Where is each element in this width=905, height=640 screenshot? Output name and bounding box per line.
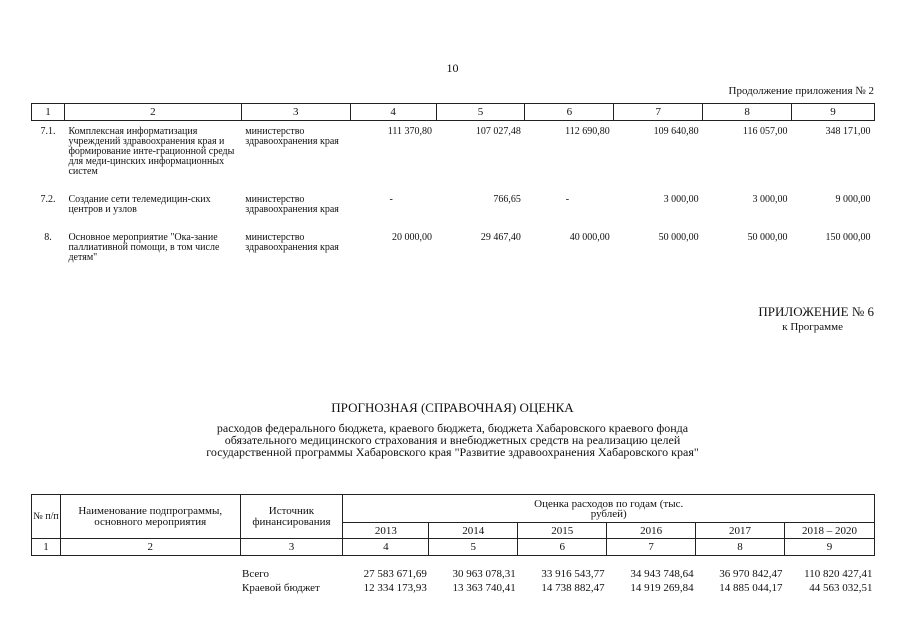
value-cell: - <box>565 193 570 205</box>
header-source: Источник финансирования <box>240 495 343 539</box>
col-index: 8 <box>696 539 785 556</box>
value-cell: 13 363 740,41 <box>452 581 516 594</box>
year-header: 2013 <box>343 523 429 539</box>
value-cell: 150 000,00 <box>825 231 871 243</box>
year-header: 2014 <box>429 523 518 539</box>
row-executor: министерство здравоохранения края <box>245 231 339 253</box>
row-number: 7.1. <box>40 126 56 137</box>
value-cell: 3 000,00 <box>663 193 699 205</box>
empty-cell <box>60 556 240 580</box>
col-index: 7 <box>607 539 696 556</box>
row-name: Основное мероприятие "Ока-зание паллиативной помощи, в том числе детям" <box>68 231 220 263</box>
value-cell: 27 583 671,69 <box>363 567 427 580</box>
subtitle-line: обязательного медицинского страхования и внебюджетных средств на реализацию целей <box>224 433 681 447</box>
year-header: 2017 <box>696 523 785 539</box>
subtitle-line: государственной программы Хабаровского края "Развитие здравоохранения Хабаровского края" <box>206 445 699 459</box>
table-row <box>32 556 875 580</box>
value-cell: 116 057,00 <box>742 126 788 137</box>
value-cell: 44 563 032,51 <box>809 581 873 594</box>
value-cell: 110 820 427,41 <box>804 567 873 580</box>
value-cell: 112 690,80 <box>565 126 610 137</box>
col-index: 2 <box>64 104 241 121</box>
appendix-title: ПРИЛОЖЕНИЕ № 6 <box>758 304 874 319</box>
header-name: Наименование подпрограммы, основного мероприятия <box>60 495 240 539</box>
budget-table-continued <box>31 103 875 271</box>
document-subtitle <box>120 422 785 458</box>
col-index: 9 <box>785 539 875 556</box>
row-executor: министерство здравоохранения края <box>245 126 339 147</box>
value-cell: 33 916 543,77 <box>541 567 605 580</box>
value-cell: 30 963 078,31 <box>452 567 516 580</box>
value-cell: 14 738 882,47 <box>541 581 605 594</box>
row-number: 7.2. <box>40 193 56 205</box>
value-cell: 14 885 044,17 <box>719 581 783 594</box>
header-num: № п/п <box>32 495 61 539</box>
col-index: 6 <box>518 539 607 556</box>
row-number: 8. <box>44 231 52 243</box>
col-index: 4 <box>343 539 429 556</box>
column-index-row <box>32 104 875 121</box>
row-source: Краевой бюджет <box>242 581 320 594</box>
year-header: 2018 – 2020 <box>785 523 875 539</box>
value-cell: 9 000,00 <box>835 193 871 205</box>
col-index: 3 <box>241 104 350 121</box>
row-name: Создание сети телемедицин-ских центров и узлов <box>68 193 211 215</box>
value-cell: 111 370,80 <box>387 126 433 137</box>
table-row <box>32 121 875 193</box>
header-estimate: Оценка расходов по годам (тыс. рублей) <box>343 495 875 523</box>
value-cell: 34 943 748,64 <box>630 567 694 580</box>
appendix-subtitle: к Программе <box>782 321 843 333</box>
value-cell: 3 000,00 <box>752 193 788 205</box>
col-index: 2 <box>60 539 240 556</box>
value-cell: 107 027,48 <box>475 126 521 137</box>
col-index: 1 <box>32 539 61 556</box>
value-cell: 12 334 173,93 <box>363 581 427 594</box>
document-title: ПРОГНОЗНАЯ (СПРАВОЧНАЯ) ОЦЕНКА <box>331 400 574 415</box>
row-source: Всего <box>242 567 269 580</box>
value-cell: 36 970 842,47 <box>719 567 783 580</box>
empty-cell <box>60 580 240 596</box>
table-row <box>32 580 875 596</box>
row-executor: министерство здравоохранения края <box>245 193 339 215</box>
col-index: 3 <box>240 539 343 556</box>
col-index: 1 <box>32 104 65 121</box>
value-cell: 50 000,00 <box>747 231 788 243</box>
year-header: 2016 <box>607 523 696 539</box>
value-cell: 348 171,00 <box>825 126 871 137</box>
empty-cell <box>32 580 61 596</box>
row-name: Комплексная информатизация учреждений здравоохранения края и формирование инте-грационной среды для меди-цинских информационных систем <box>68 126 235 177</box>
value-cell: 29 467,40 <box>480 231 521 243</box>
col-index: 6 <box>525 104 614 121</box>
subtitle-line: расходов федерального бюджета, краевого бюджета, бюджета Хабаровского краевого фонда <box>216 421 689 435</box>
col-index: 5 <box>436 104 525 121</box>
column-index-row <box>32 539 875 556</box>
col-index: 7 <box>614 104 703 121</box>
value-cell: 14 919 269,84 <box>630 581 694 594</box>
value-cell: 40 000,00 <box>569 231 610 243</box>
table-row <box>32 193 875 231</box>
value-cell: 109 640,80 <box>653 126 699 137</box>
table-row <box>32 231 875 271</box>
continuation-note: Продолжение приложения № 2 <box>728 85 874 97</box>
col-index: 4 <box>350 104 436 121</box>
empty-cell <box>32 556 61 580</box>
page-number: 10 <box>446 61 459 75</box>
col-index: 8 <box>703 104 792 121</box>
value-cell: 20 000,00 <box>392 231 433 243</box>
forecast-table <box>31 494 875 596</box>
value-cell: 766,65 <box>493 193 521 205</box>
col-index: 9 <box>792 104 875 121</box>
value-cell: 50 000,00 <box>658 231 699 243</box>
year-header: 2015 <box>518 523 607 539</box>
value-cell: - <box>389 193 393 205</box>
col-index: 5 <box>429 539 518 556</box>
